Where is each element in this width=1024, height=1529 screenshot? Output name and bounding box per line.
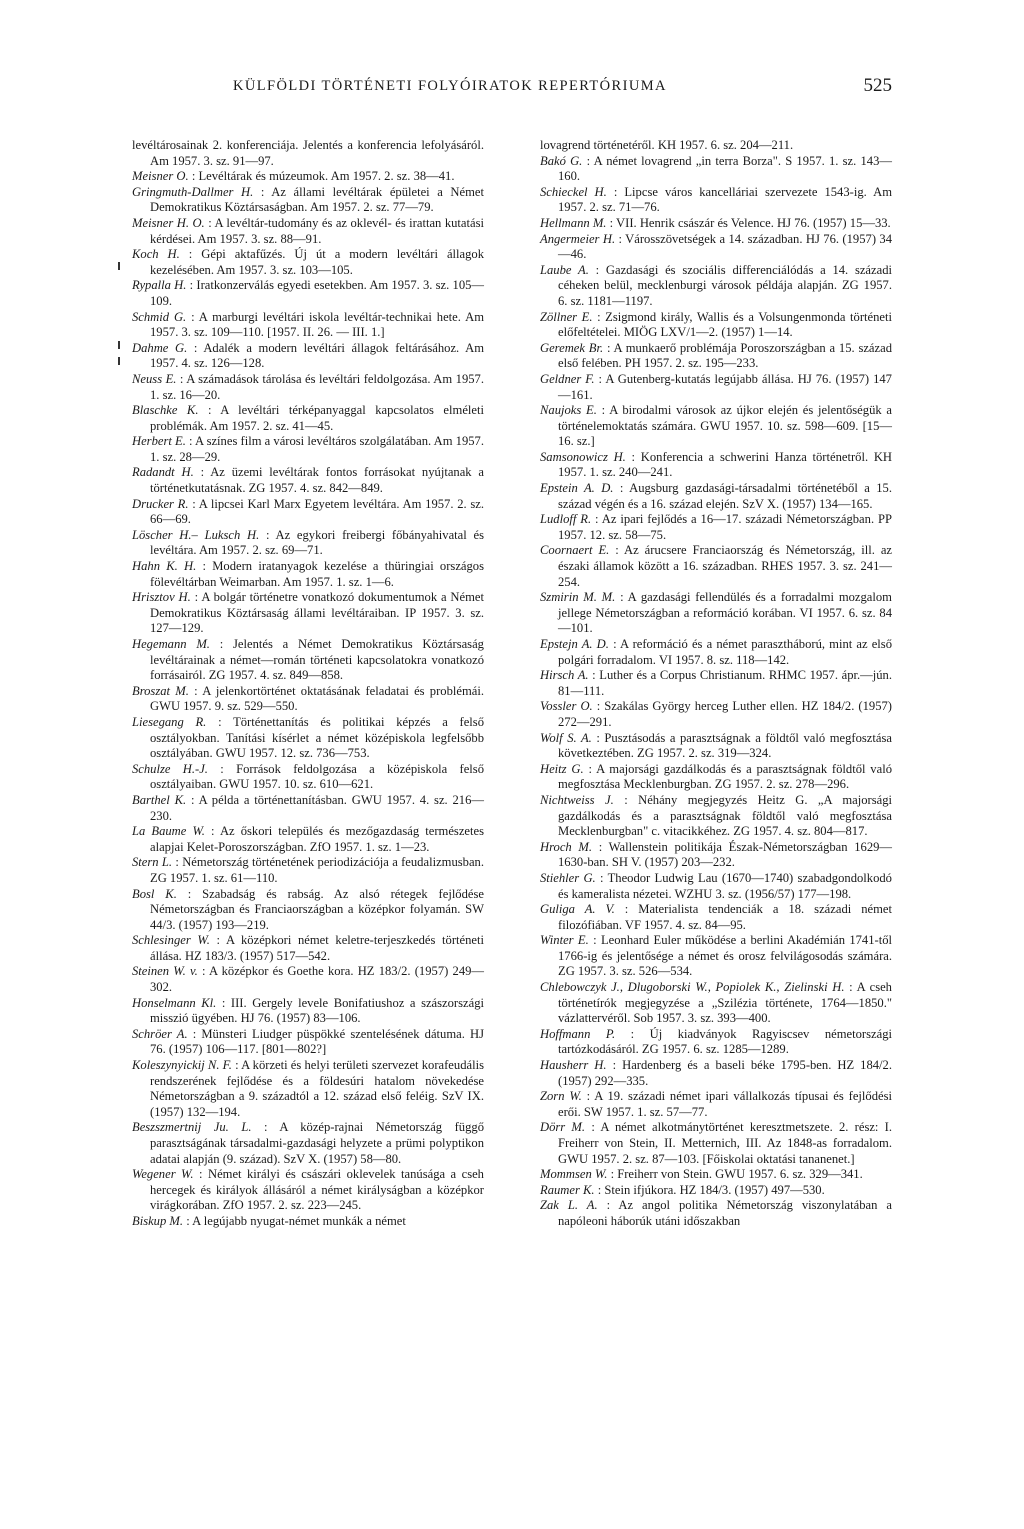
bibliography-entry [132,964,484,995]
entry-text: : Néhány megjegyzés Heitz G. „A majorsági gazdálkodás és a parasztságnak földtől való megfosztása Mecklenburgban" c. vitacikkéhez. ZG 1957. 4. sz. 804—817. [558,792,893,839]
entry-text: : A legújabb nyugat-német munkák a német [186,1213,406,1228]
entry-text: : A munkaerő problémája Poroszországban a 15. század első felében. PH 1957. 2. sz. 195—233. [558,340,893,371]
bibliography-entry [132,497,484,528]
bibliography-entry [132,933,484,964]
entry-author: Wolf S. A. [540,730,592,745]
entry-author: Hroch M. [540,839,593,854]
entry-author: Schmid G. [132,309,187,324]
entry-text: : A levéltári térképanyaggal kapcsolatos elméleti problémák. Am 1957. 2. sz. 41—45. [150,403,484,433]
bibliography-entry [540,668,892,699]
bibliography-entry [132,793,484,824]
bibliography-entry [540,1027,892,1058]
entry-text: : Hardenberg és a baseli béke 1795-ben. HZ 184/2. (1957) 292—335. [558,1058,893,1088]
page-number: 525 [863,75,892,96]
entry-author: Rypalla H. [132,278,187,293]
entry-text: : A reformáció és a német parasztháború, mint az első polgári forradalom. VI 1957. 8. sz. 118—142. [558,637,892,667]
entry-author: Geremek Br. [540,340,604,355]
entry-author: Schulze H.-J. [132,761,208,776]
entry-author: Hrisztov H. [132,590,191,605]
entry-text: : Stein ifjúkora. HZ 184/3. (1957) 497—530. [597,1182,825,1197]
entry-author: Schieckel H. [540,184,607,199]
bibliography-entry [132,403,484,434]
bibliography-entry [540,902,892,933]
entry-author: Nichtweiss J. [540,792,614,807]
bibliography-entry [132,824,484,855]
entry-author: Samsonowicz H. [540,449,626,464]
entry-author: Honselmann Kl. [132,995,217,1010]
bibliography-entry [540,793,892,840]
entry-author: Schlesinger W. [132,933,210,948]
bibliography-entry [540,543,892,590]
entry-author: Hegemann M. [132,637,210,651]
entry-text: : A közép-rajnai Németország függő parasztságának társadalmi-gazdasági helyzete a prümi polyptikon adatai alapján (9. század). SzV X. (1957) 58—80. [150,1120,484,1166]
bibliography-entry [540,154,892,185]
entry-text: : Gépi aktafűzés. Új út a modern levéltári állagok kezelésében. Am 1957. 3. sz. 103—105. [150,247,485,277]
entry-text: : A lipcsei Karl Marx Egyetem levéltára. Am 1957. 2. sz. 66—69. [150,496,485,527]
entry-text: : A birodalmi városok az újkor elején és jelentőségük a történelemoktatás számára. GWU 1957. 10. sz. 598—609. [15—16. sz.] [558,403,892,449]
bibliography-entry [540,372,892,403]
entry-text: : Új kiadványok Ragyiscsev németországi tartózkodásáról. ZG 1957. 6. sz. 1285—1289. [558,1026,892,1057]
entry-author: Zorn W. [540,1089,582,1104]
entry-text: : Történettanítás és politikai képzés a felső osztályokban. Tanítási kísérlet a német középiskola legfelsőbb osztályában. GWU 1957. 12. sz. 736—753. [150,714,485,761]
entry-text: : Az őskori település és mezőgazdaság természetes alapjai Kelet-Poroszországban. ZfO 1957. 1. sz. 1—23. [150,824,484,854]
entry-author: Broszat M. [132,683,189,698]
entry-text: : A példa a történettanításban. GWU 1957. 4. sz. 216—230. [150,792,484,823]
entry-author: Hellmann M. [540,215,607,230]
entry-author: Bakó G. [540,153,583,168]
entry-text: : A Gutenberg-kutatás legújabb állása. HJ 76. (1957) 147—161. [558,371,892,402]
entry-text: : Jelentés a Német Demokratikus Köztársaság levéltárainak a német—román történeti kapcsolatokra vonatkozó forrásairól. ZG 1957. 4. sz. 849—858. [150,637,484,683]
entry-text: : Materialista tendenciák a 18. századi német filozófiában. VF 1957. 4. sz. 84—95. [558,902,892,932]
entry-text: : A középkor és Goethe kora. HZ 183/2. (1957) 249—302. [150,964,485,995]
bibliography-entry [132,216,484,247]
bibliography-entry [540,185,892,216]
entry-text: : Leonhard Euler működése a berlini Akadémián 1741-től 1766-ig és jelentősége a német és orosz felvilágosodás számára. ZG 1957. 3. sz. 526—534. [558,933,893,979]
entry-text: : A 19. századi német ipari vállalkozás típusai és fejlődési erői. SW 1957. 1. sz. 57—77. [558,1089,892,1119]
bibliography-entry [540,1183,892,1199]
entry-author: Koleszynyickij N. F. [132,1058,232,1073]
entry-text: : Az ipari fejlődés a 16—17. századi Németországban. PP 1957. 12. sz. 58—75. [558,512,892,542]
bibliography-entry [132,1120,484,1167]
entry-text: : III. Gergely levele Bonifatiushoz a szászországi misszió ügyében. HJ 76. (1957) 83—106. [150,995,485,1026]
entry-author: Dörr M. [540,1120,586,1135]
entry-text: : Wallenstein politikája Észak-Németországban 1629—1630-ban. SH V. (1957) 203—232. [558,839,893,870]
entry-text: : Modern iratanyagok kezelése a thüringiai országos fölevéltárban Weimarban. Am 1957. 1. sz. 1—6. [150,559,484,589]
entry-text: : A marburgi levéltári iskola levéltár-technikai hete. Am 1957. 3. sz. 109—110. [1957. II. 26. — III. 1.] [150,309,484,340]
entry-text: : Adalék a modern levéltári állagok feltárásához. Am 1957. 4. sz. 126—128. [150,340,485,371]
page-title: KÜLFÖLDI TÖRTÉNETI FOLYÓIRATOK REPERTÓRIUMA [233,78,667,94]
entry-author: Zöllner E. [540,309,593,324]
bibliography-entry [540,731,892,762]
bibliography-entry [540,450,892,481]
entry-author: Epstejn A. D. [540,637,609,651]
entry-text: : Az üzemi levéltárak fontos forrásokat nyújtanak a történetkutatásnak. ZG 1957. 4. sz. 842—849. [150,465,484,496]
entry-text: levéltárosainak 2. konferenciája. Jelentés a konferencia lefolyásáról. Am 1957. 3. sz. 91—97. [132,138,484,168]
entry-author: La Baume W. [132,824,205,839]
bibliography-entry [540,232,892,263]
entry-text: : A német alkotmánytörténet keresztmetszete. 2. rész: I. Freiherr von Stein, II. Metternich, III. Az 1848-as forradalom. GWU 1957. 2. sz. 87—103. [Főiskolai oktatási tananenet.] [558,1120,893,1166]
entry-text: : Iratkonzerválás egyedi esetekben. Am 1957. 3. sz. 105—109. [150,278,485,308]
entry-text: : Az állami levéltárak épületei a Német Demokratikus Köztársaságban. Am 1957. 2. sz. 77—79. [150,184,485,215]
bibliography-entry [132,528,484,559]
bibliography-entry [540,871,892,902]
entry-author: Liesegang R. [132,714,207,729]
entry-author: Chlebowczyk J., Dlugoborski W., Popiolek K., Zielinski H. [540,980,845,995]
entry-text: : Theodor Ludwig Lau (1670—1740) szabadgondolkodó és kameralista nézetei. WZHU 3. sz. (1956/57) 177—198. [558,870,892,901]
entry-author: Biskup M. [132,1213,184,1228]
entry-text: : Források feldolgozása a középiskola felső osztályaiban. GWU 1957. 10. sz. 610—621. [150,761,484,792]
entry-text: : Luther és a Corpus Christianum. RHMC 1957. ápr.—jún. 81—111. [558,668,892,698]
bibliography-entry [132,341,484,372]
entry-author: Barthel K. [132,792,187,807]
bibliography-entry [540,933,892,980]
entry-author: Hirsch A. [540,668,589,683]
entry-author: Blaschke K. [132,403,199,418]
entry-text: : A majorsági gazdálkodás és a parasztságnak földtől való megfosztása Mecklenburgban. ZG 1957. 2. sz. 278—296. [558,761,892,792]
margin-mark [118,341,120,349]
bibliography-entry [540,310,892,341]
entry-text: : Konferencia a schwerini Hanza történetről. KH 1957. 1. sz. 240—241. [558,449,893,480]
entry-text: : Gazdasági és szociális differenciálódás a 14. századi céheken belül, mecklenburgi városok példája alapján. ZG 1957. 6. sz. 1181—1197. [558,262,892,308]
bibliography-entry [540,216,892,232]
entry-author: Schröer A. [132,1026,188,1041]
bibliography-entry [132,590,484,637]
right-column [540,138,892,1230]
bibliography-entry [132,310,484,341]
entry-author: Gringmuth-Dallmer H. [132,184,254,199]
bibliography-entry [132,1027,484,1058]
bibliography-entry [132,637,484,684]
bibliography-entry [132,434,484,465]
entry-text: : A levéltár-tudomány és az oklevél- és irattan kutatási kérdései. Am 1957. 3. sz. 88—91. [150,215,484,246]
entry-author: Winter E. [540,933,589,948]
entry-text: : A cseh történetírók megjegyzése a „Szilézia története, 1764—1850." vázlattervéről. Sob 1957. 3. sz. 393—400. [558,980,892,1026]
entry-text: lovagrend történetéről. KH 1957. 6. sz. 204—211. [540,138,794,152]
entry-text: : A középkori német keletre-terjeszkedés történeti állása. HZ 183/3. (1957) 517—542. [150,933,484,963]
entry-author: Ludloff R. [540,512,592,527]
entry-author: Radandt H. [132,465,194,480]
bibliography-entry [540,1167,892,1183]
margin-mark [118,357,120,365]
entry-text: : Lipcse város kancelláriai szervezete 1543-ig. Am 1957. 2. sz. 71—76. [558,184,893,215]
entry-author: Guliga A. V. [540,902,615,917]
bibliography-entry [132,762,484,793]
entry-text: : A számadások tárolása és levéltári feldolgozása. Am 1957. 1. sz. 16—20. [150,371,485,402]
entry-text: : A német lovagrend „in terra Borza". S 1957. 1. sz. 143—160. [558,153,892,184]
bibliography-entry [132,855,484,886]
bibliography-entry [132,465,484,496]
entry-text: : Augsburg gazdasági-társadalmi történetéből a 15. század végén és a 16. század elején. SzV X. (1957) 134—165. [558,481,892,511]
bibliography-entry [540,341,892,372]
running-header [233,75,892,100]
entry-author: Neuss E. [132,371,177,386]
entry-author: Heitz G. [540,761,584,776]
bibliography-entry [132,684,484,715]
entry-author: Steinen W. v. [132,964,198,979]
bibliography-entry [540,980,892,1027]
entry-text: : VII. Henrik császár és Velence. HJ 76. (1957) 15—33. [609,215,891,230]
bibliography-entry [132,996,484,1027]
bibliography-entry [132,1214,484,1230]
entry-author: Mommsen W. [540,1167,608,1182]
entry-text: : A körzeti és helyi területi szervezet korafeudális rendszerének fejlődése és a földesúri hatalom növekedése Németországban a 9. századtól a 12. század első feléig. SzV IX. (1957) 132—194. [150,1058,484,1119]
entry-author: Wegener W. [132,1167,194,1182]
bibliography-entry [132,247,484,278]
bibliography-entry [132,372,484,403]
entry-author: Naujoks E. [540,403,597,418]
bibliography-entry [540,762,892,793]
bibliography-entry [540,263,892,310]
entry-text: : Az egykori freibergi főbányahivatal és levéltára. Am 1957. 2. sz. 69—71. [150,527,484,558]
bibliography-entry [540,512,892,543]
bibliography-entry [540,637,892,668]
entry-text: : Németország történetének periodizációja a feudalizmusban. ZG 1957. 1. sz. 61—110. [150,855,484,885]
entry-text: : A bolgár történetre vonatkozó dokumentumok a Német Demokratikus Köztársaság állami levéltáraiban. IP 1957. 3. sz. 127—129. [150,590,485,636]
entry-text: : Levéltárak és múzeumok. Am 1957. 2. sz. 38—41. [191,169,455,184]
entry-author: Coornaert E. [540,543,610,558]
entry-text: : Szabadság és rabság. Az alsó rétegek fejlődése Németországban és Franciaországban a középkor folyamán. SW 44/3. (1957) 193—219. [150,886,484,932]
bibliography-entry [132,715,484,762]
bibliography-entry [132,1167,484,1214]
margin-mark [118,262,120,270]
entry-text: : Pusztásodás a parasztságnak a földtől való megfosztása következtében. ZG 1957. 2. sz. 319—324. [558,730,892,761]
entry-author: Meisner O. [132,169,189,184]
entry-text: : Münsteri Liudger püspökké szentelésének dátuma. HJ 76. (1957) 106—117. [801—802?] [150,1026,484,1057]
bibliography-entry [540,590,892,637]
bibliography-entry [540,1198,892,1229]
bibliography-entry [132,278,484,309]
bibliography-entry [540,138,892,154]
entry-text: : Zsigmond király, Wallis és a Volsungenmonda történeti előfeltételei. MIÖG LXV/1—2. (1957) 1—14. [558,309,893,340]
entry-text: : Freiherr von Stein. GWU 1957. 6. sz. 329—341. [610,1167,863,1182]
entry-author: Koch H. [132,247,180,262]
entry-author: Zak L. A. [540,1198,598,1213]
left-column [132,138,484,1230]
entry-author: Raumer K. [540,1182,595,1197]
entry-text: : Szakálas György herceg Luther ellen. HZ 184/2. (1957) 272—291. [558,699,892,729]
entry-author: Dahme G. [132,340,188,355]
bibliography-entry [132,169,484,185]
entry-author: Stiehler G. [540,870,596,885]
entry-author: Epstein A. D. [540,481,614,496]
bibliography-entry [132,138,484,169]
entry-author: Löscher H.– Luksch H. [132,527,260,542]
entry-author: Drucker R. [132,496,189,511]
entry-author: Angermeier H. [540,231,616,246]
bibliography-entry [132,185,484,216]
entry-author: Hahn K. H. [132,559,197,574]
entry-author: Meisner H. O. [132,215,205,230]
bibliography-entry [540,1089,892,1120]
bibliography-entry [540,840,892,871]
entry-author: Szmirin M. M. [540,590,616,605]
entry-author: Vossler O. [540,699,593,714]
entry-author: Herbert E. [132,434,186,449]
bibliography-entry [132,1058,484,1120]
entry-author: Laube A. [540,262,589,277]
bibliography-entry [540,1058,892,1089]
bibliography-entry [540,403,892,450]
bibliography-entry [540,481,892,512]
entry-text: : Az árucsere Franciaország és Németország, ill. az északi államok között a 16. században. RHES 1957. 3. sz. 241—254. [558,543,892,589]
entry-text: : Az angol politika Németország viszonylatában a napóleoni háborúk utáni időszakban [558,1198,892,1228]
bibliography-entry [540,699,892,730]
entry-author: Geldner F. [540,371,595,386]
entry-text: : Városszövetségek a 14. században. HJ 76. (1957) 34—46. [558,231,892,262]
bibliography-entry [540,1120,892,1167]
entry-author: Hoffmann P. [540,1026,616,1041]
entry-text: : Német királyi és császári oklevelek tanúsága a cseh hercegek és királyok állásáról a német királyságban a középkor virágkorában. ZfO 1957. 2. sz. 223—245. [150,1167,484,1213]
entry-text: : A színes film a városi levéltáros szolgálatában. Am 1957. 1. sz. 28—29. [150,434,484,464]
bibliography-entry [132,887,484,934]
entry-author: Hausherr H. [540,1058,607,1073]
entry-text: : A gazdasági fellendülés és a forradalmi mozgalom jellege Németországban a reformáció korában. VI 1957. 6. sz. 84—101. [558,590,892,636]
entry-author: Beszszmertnij Ju. L. [132,1120,252,1135]
entry-author: Bosl K. [132,886,177,901]
bibliography-entry [132,559,484,590]
entry-author: Stern L. [132,855,173,870]
entry-text: : A jelenkortörténet oktatásának feladatai és problémái. GWU 1957. 9. sz. 529—550. [150,683,485,714]
